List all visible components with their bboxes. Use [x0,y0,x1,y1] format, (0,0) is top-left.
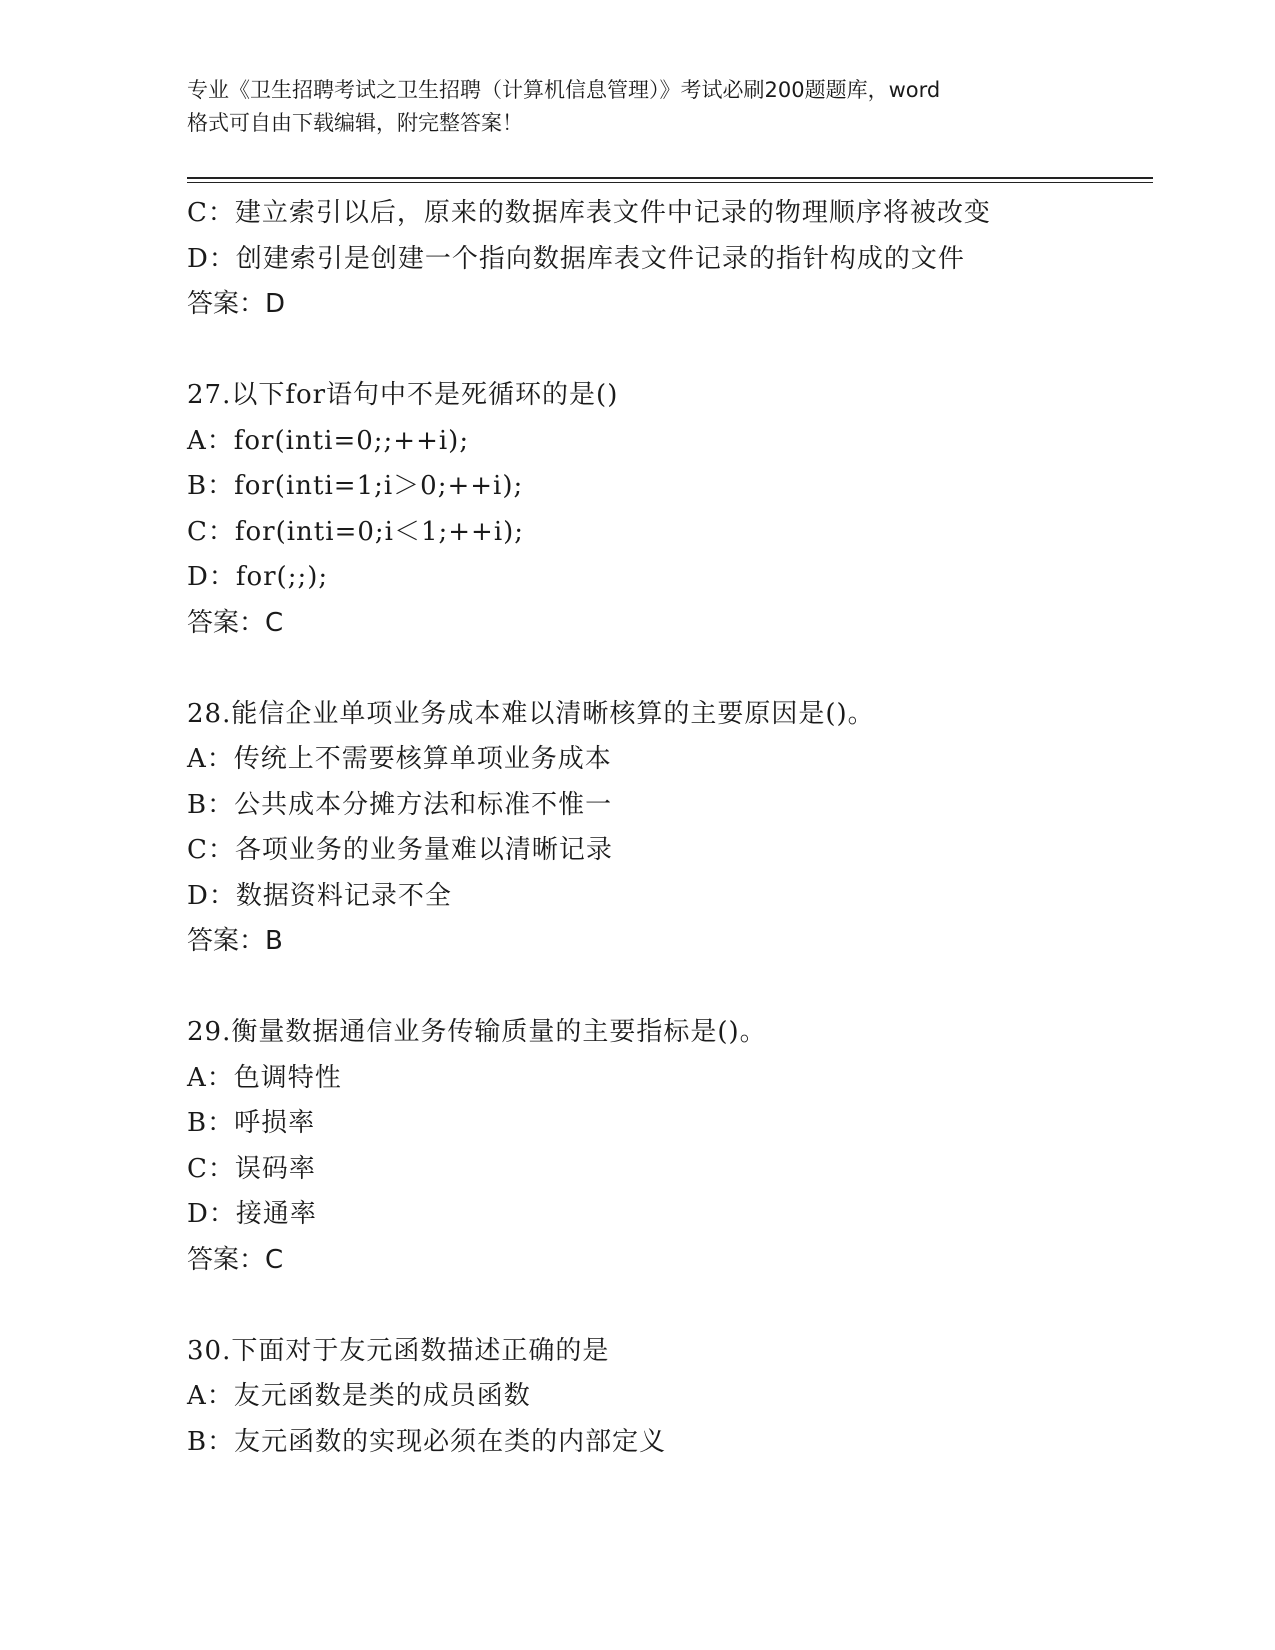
option-d: D：数据资料记录不全 [187,880,452,911]
answer: 答案：D [187,289,286,319]
header-divider-thick [187,177,1153,179]
spacer [187,328,1147,374]
question-stem: 28.能信企业单项业务成本难以清晰核算的主要原因是()。 [187,698,875,729]
question-stem: 29.衡量数据通信业务传输质量的主要指标是()。 [187,1017,767,1047]
option-b: B：友元函数的实现必须在类的内部定义 [187,1426,667,1457]
option-a: A：for(inti=0;;++i); [187,425,470,456]
answer: 答案：B [187,926,283,956]
header-line-1: 专业《卫生招聘考试之卫生招聘（计算机信息管理）》考试必刷200题题库，word [187,78,941,102]
answer: 答案：C [187,607,284,638]
header-divider-thin [187,182,1153,183]
spacer [187,965,1147,1011]
option-c: C：误码率 [187,1153,316,1184]
option-b: B：for(inti=1;i＞0;++i); [187,471,524,501]
spacer [187,646,1147,692]
option-c: C：for(inti=0;i＜1;++i); [187,516,525,547]
spacer [187,1283,1147,1329]
option-a: A：友元函数是类的成员函数 [187,1381,531,1411]
option-d: D：接通率 [187,1199,317,1229]
option-b: B：呼损率 [187,1108,316,1138]
option-b: B：公共成本分摊方法和标准不惟一 [187,789,613,820]
question-stem: 27.以下for语句中不是死循环的是() [187,380,619,410]
option-d: D：创建索引是创建一个指向数据库表文件记录的指针构成的文件 [187,243,965,274]
question-stem: 30.下面对于友元函数描述正确的是 [187,1335,610,1366]
header-line-2: 格式可自由下载编辑，附完整答案！ [187,111,523,135]
option-a: A：传统上不需要核算单项业务成本 [187,744,612,774]
question-list [187,191,1147,1465]
option-d: D：for(;;); [187,562,329,592]
option-a: A：色调特性 [187,1062,342,1093]
document-header [187,74,1087,140]
option-c: C：建立索引以后，原来的数据库表文件中记录的物理顺序将被改变 [187,198,991,228]
answer: 答案：C [187,1244,284,1275]
option-c: C：各项业务的业务量难以清晰记录 [187,835,613,865]
